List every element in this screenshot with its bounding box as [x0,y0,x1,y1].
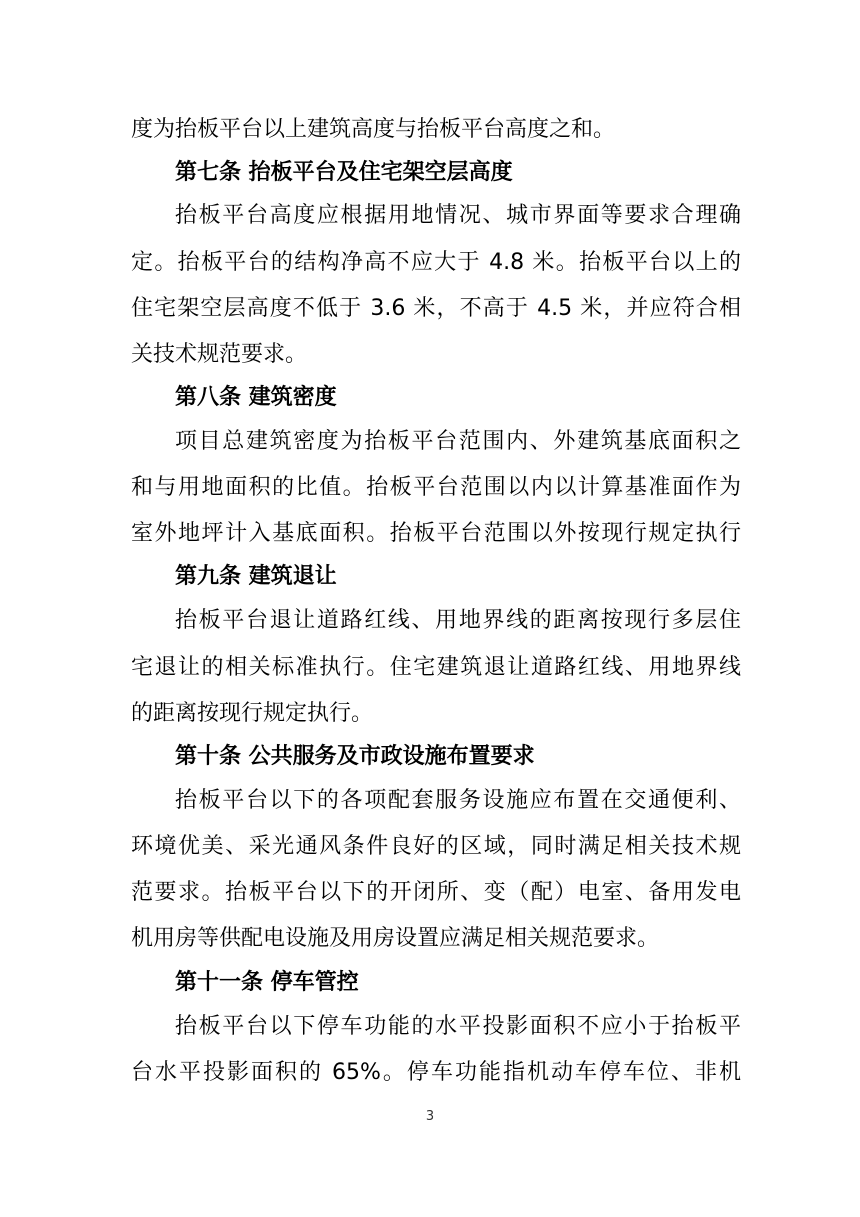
paragraph-line: 室外地坪计入基底面积。抬板平台范围以外按现行规定执行 [131,521,741,546]
paragraph-line: 机用房等供配电设施及用房设置应满足相关规范要求。 [131,926,660,951]
paragraph-line: 抬板平台退让道路红线、用地界线的距离按现行多层住 [175,608,741,633]
paragraph-line: 住宅架空层高度不低于 3.6 米，不高于 4.5 米，并应符合相 [131,296,741,321]
paragraph-line: 抬板平台以下停车功能的水平投影面积不应小于抬板平 [175,1014,741,1039]
paragraph-line: 定。抬板平台的结构净高不应大于 4.8 米。抬板平台以上的 [131,250,741,275]
section-heading-article-11: 第十一条 停车管控 [175,970,359,995]
paragraph-line: 范要求。抬板平台以下的开闭所、变（配）电室、备用发电 [131,880,741,905]
section-heading-article-10: 第十条 公共服务及市政设施布置要求 [175,744,535,769]
paragraph-line: 项目总建筑密度为抬板平台范围内、外建筑基底面积之 [175,429,741,454]
paragraph-line: 的距离按现行规定执行。 [131,701,374,726]
section-heading-article-9: 第九条 建筑退让 [175,564,337,589]
section-heading-article-7: 第七条 抬板平台及住宅架空层高度 [175,160,513,185]
paragraph-line: 度为抬板平台以上建筑高度与抬板平台高度之和。 [131,117,616,142]
paragraph-line: 台水平投影面积的 65%。停车功能指机动车停车位、非机 [131,1060,741,1085]
section-heading-article-8: 第八条 建筑密度 [175,385,337,410]
page-number: 3 [425,1109,435,1124]
paragraph-line: 环境优美、采光通风条件良好的区域，同时满足相关技术规 [131,834,741,859]
paragraph-line: 抬板平台以下的各项配套服务设施应布置在交通便利、 [175,788,741,813]
paragraph-line: 关技术规范要求。 [131,342,308,367]
paragraph-line: 和与用地面积的比值。抬板平台范围以内以计算基准面作为 [131,475,741,500]
paragraph-line: 抬板平台高度应根据用地情况、城市界面等要求合理确 [175,203,741,228]
paragraph-line: 宅退让的相关标准执行。住宅建筑退让道路红线、用地界线 [131,655,741,680]
